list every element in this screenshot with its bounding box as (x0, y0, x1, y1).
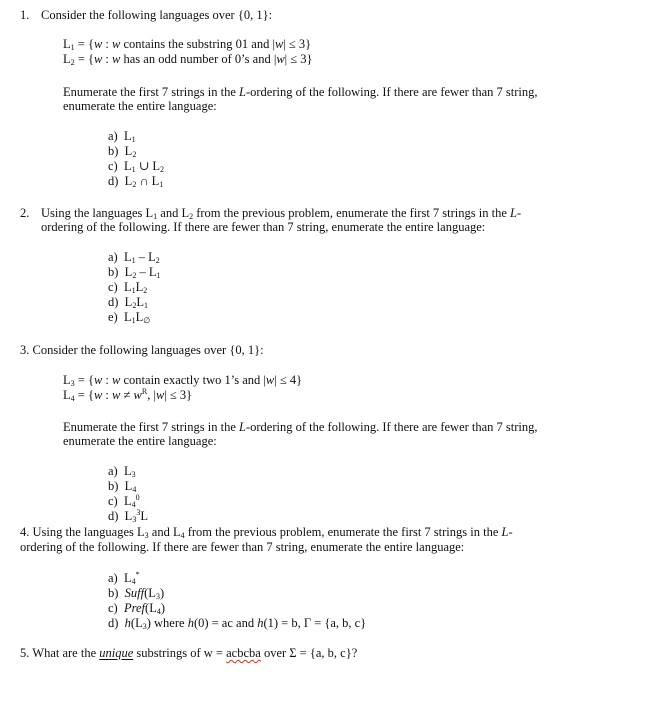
q5-text-after: over Σ = {a, b, c}? (260, 646, 358, 660)
q4-item-d: d) $h(L_3)$ where h(0) = ac and h(1) = b, Γ = {a, b, c} (108, 616, 367, 631)
q5-emphasis: unique (99, 646, 134, 660)
q1-item-c: c) $L_1$ ∪ $L_2$ (108, 159, 164, 174)
q3-enumerate-line1: Enumerate the first 7 strings in the L-ordering of the following. If there are fewer than 7 string, (63, 420, 538, 434)
q4-line1: 4. Using the languages $L_3$ and $L_4$ from the previous problem, enumerate the first 7 strings in the L- (20, 525, 513, 540)
q2-item-d: d) $L_2L_1$ (108, 295, 148, 310)
q2-item-a: a) $L_1 - L_2$ (108, 250, 160, 265)
q5-text-before: 5. What are the (20, 646, 100, 660)
q2-item-b: b) $L_2 - L_1$ (108, 265, 161, 280)
q4-item-a: a) $L_4^*$ (108, 570, 140, 586)
q1-enumerate-line1: Enumerate the first 7 strings in the L-ordering of the following. If there are fewer than 7 string, (63, 85, 538, 99)
q5-text-middle: substrings of w = (133, 646, 227, 660)
q3-L4-definition: $L_4 = \{w$ : $w \ne w^R$, |w| ≤ 3} (63, 387, 193, 403)
q1-intro: Consider the following languages over {0, 1}: (41, 8, 273, 22)
q3-L3-definition: $L_3 = \{w$ : w contain exactly two 1’s and |w| ≤ 4} (63, 373, 303, 388)
q4-item-b: b) $Suff(L_3)$ (108, 586, 165, 601)
q3-enumerate-line2: enumerate the entire language: (63, 434, 217, 448)
q4-line2: ordering of the following. If there are fewer than 7 string, enumerate the entire language: (20, 540, 465, 554)
q1-L1-definition: $L_1 = \{w$ : w contains the substring 01 and |w| ≤ 3} (63, 37, 312, 52)
q2-item-c: c) $L_1L_2$ (108, 280, 148, 295)
q3-item-d: d) $L_3^3L$ (108, 508, 148, 524)
q2-line1: Using the languages $L_1$ and $L_2$ from the previous problem, enumerate the first 7 strings in the L- (41, 206, 522, 221)
q3-item-c: c) $L_4^0$ (108, 493, 140, 509)
q3-item-b: b) $L_4$ (108, 479, 137, 494)
q2-line2: ordering of the following. If there are fewer than 7 string, enumerate the entire language: (41, 220, 486, 234)
q3-item-a: a) $L_3$ (108, 464, 136, 479)
q5-question (20, 646, 357, 660)
q5-word: acbcba (226, 646, 261, 660)
q1-enumerate-line2: enumerate the entire language: (63, 99, 217, 113)
q3-intro: 3. Consider the following languages over {0, 1}: (20, 343, 264, 357)
q1-item-d: d) $L_2$ ∩ $L_1$ (108, 174, 164, 189)
q1-number: 1. (20, 8, 30, 22)
q4-item-c: c) $Pref(L_4)$ (108, 601, 166, 616)
q1-item-a: a) $L_1$ (108, 129, 136, 144)
q2-item-e: e) $L_1L_\emptyset$ (108, 310, 151, 325)
q1-L2-definition: $L_2 = \{w$ : w has an odd number of 0’s and |w| ≤ 3} (63, 52, 313, 67)
q2-number: 2. (20, 206, 30, 220)
q1-item-b: b) $L_2$ (108, 144, 137, 159)
